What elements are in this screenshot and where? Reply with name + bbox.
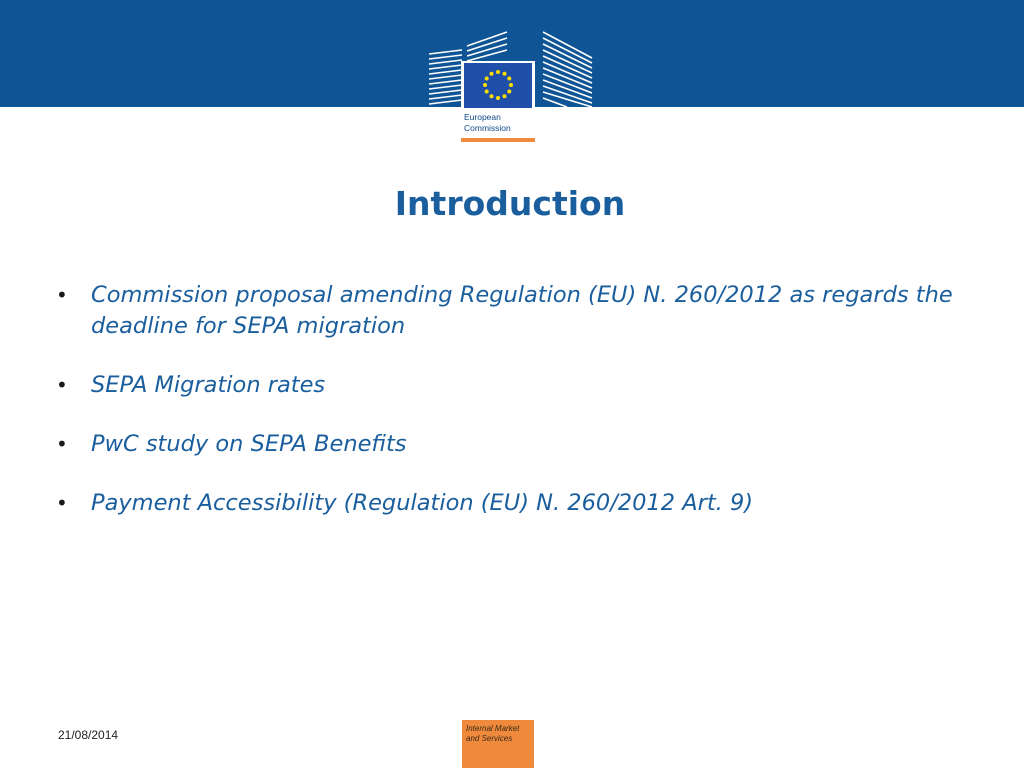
bullet-item [56, 280, 956, 342]
logo-line-1: European [464, 112, 501, 122]
dg-line-2: and Services [466, 734, 513, 743]
bullet-dot-icon: • [56, 432, 68, 456]
bullet-dot-icon: • [56, 283, 68, 307]
bullet-dot-icon: • [56, 373, 68, 397]
bullet-text: Commission proposal amending Regulation (EU) N. 260/2012 as regards the deadline for SEPA migration [91, 282, 953, 339]
dg-badge [462, 720, 534, 768]
logo-line-2: Commission [464, 122, 511, 133]
footer-date: 21/08/2014 [58, 728, 119, 742]
bullet-item [56, 488, 956, 519]
bullet-item [56, 370, 956, 401]
slide-title: Introduction [394, 184, 626, 223]
dg-line-1: Internal Market [466, 724, 520, 733]
bullet-dot-icon: • [56, 491, 68, 515]
bullet-text: SEPA Migration rates [91, 372, 326, 398]
bullet-list [56, 280, 956, 547]
bullet-item [56, 429, 956, 460]
logo-label [462, 108, 534, 136]
bullet-text: Payment Accessibility (Regulation (EU) N. 260/2012 Art. 9) [91, 490, 754, 516]
european-commission-logo [427, 28, 597, 144]
bullet-text: PwC study on SEPA Benefits [91, 431, 407, 457]
